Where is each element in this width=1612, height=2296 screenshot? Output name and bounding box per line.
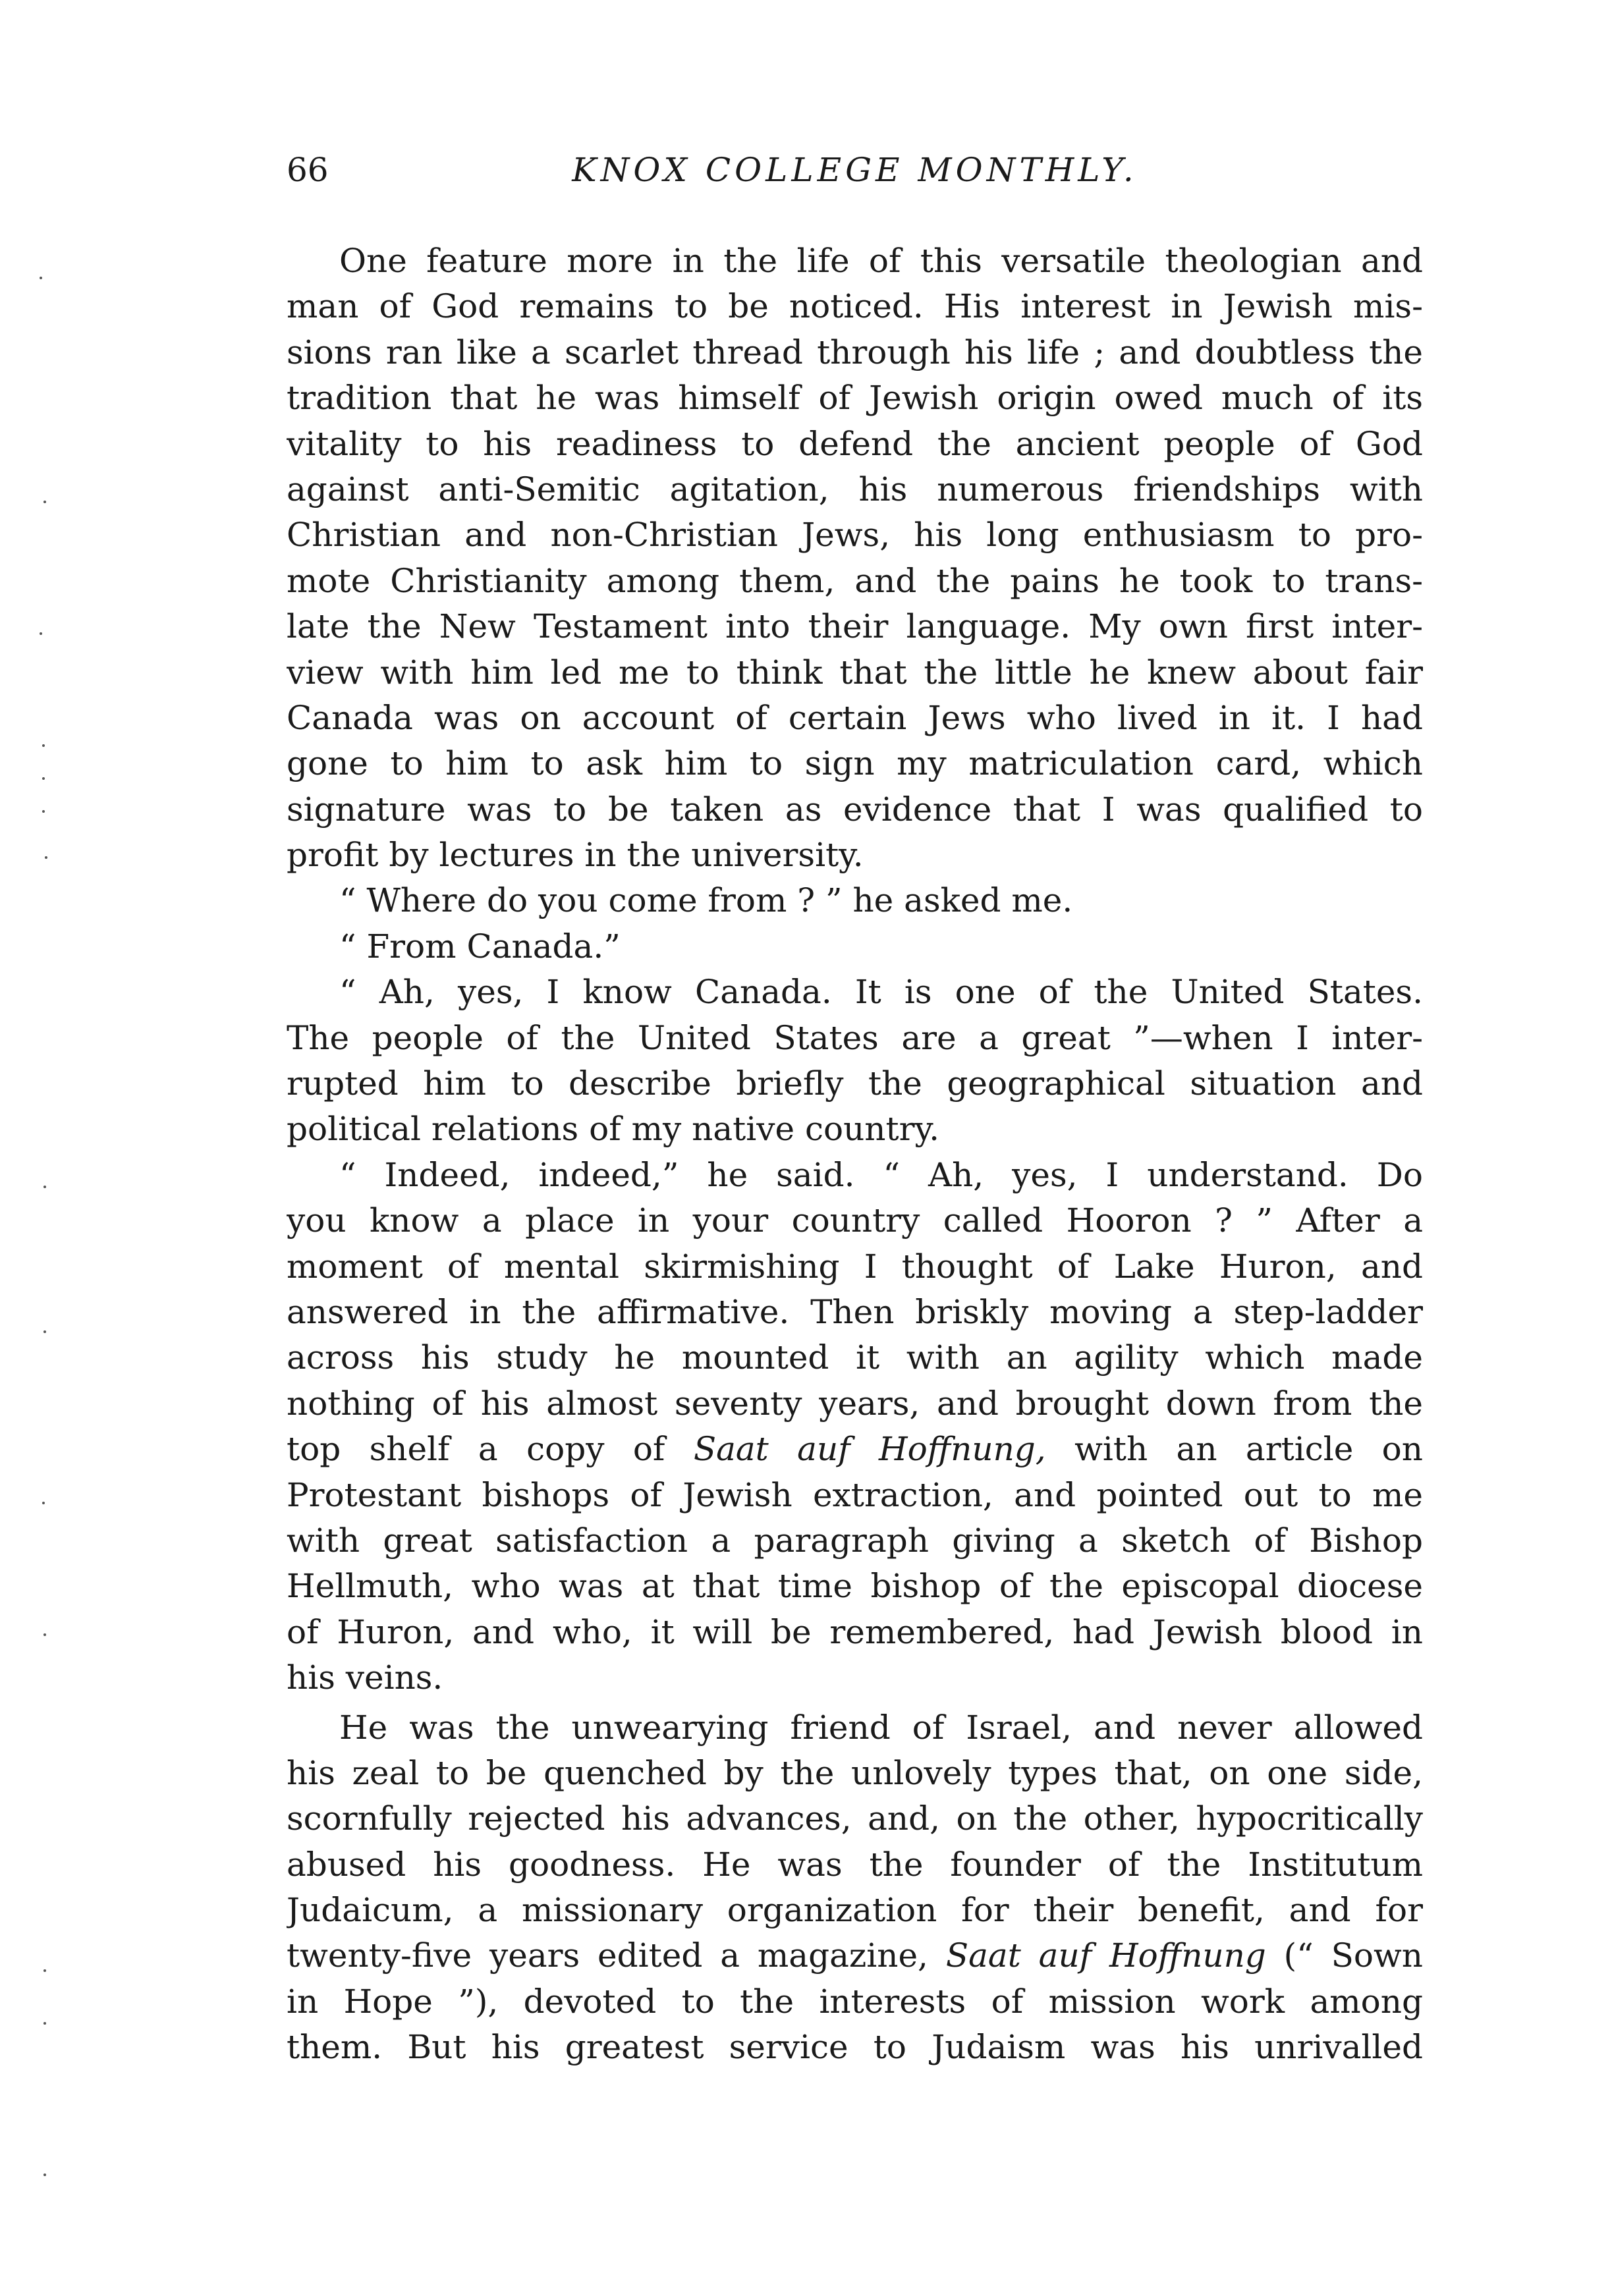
- text-line: Judaicum, a missionary organization for their benefit, and for: [287, 1891, 1423, 1930]
- page-number: 66: [287, 151, 329, 189]
- page-edge-specks: [40, 0, 59, 2296]
- text-line: profit by lectures in the university.: [287, 836, 864, 875]
- italic-title: Saat auf Hoffnung: [945, 1936, 1266, 1975]
- text-line: The people of the United States are a great ”—when I inter-: [287, 1018, 1423, 1057]
- text-line-segment: with an article on: [1045, 1430, 1423, 1469]
- text-line: nothing of his almost seventy years, and brought down from the: [287, 1384, 1423, 1423]
- text-line: his zeal to be quenched by the unlovely types that, on one side,: [287, 1753, 1423, 1792]
- text-line: of Huron, and who, it will be remembered, had Jewish blood in: [287, 1612, 1423, 1651]
- text-line: Canada was on account of certain Jews who lived in it. I had: [287, 698, 1423, 737]
- text-line: Protestant bishops of Jewish extraction, and pointed out to me: [287, 1475, 1423, 1514]
- text-line: against anti-Semitic agitation, his numerous friendships with: [287, 470, 1423, 508]
- running-title: KNOX COLLEGE MONTHLY.: [572, 151, 1138, 189]
- text-line: late the New Testament into their language. My own first inter-: [287, 607, 1423, 646]
- text-line: mote Christianity among them, and the pains he took to trans-: [287, 561, 1423, 600]
- text-line: scornfully rejected his advances, and, on the other, hypocritically: [287, 1799, 1423, 1838]
- text-line: political relations of my native country.: [287, 1110, 939, 1149]
- text-line: in Hope ”), devoted to the interests of mission work among: [287, 1982, 1423, 2021]
- text-line: One feature more in the life of this versatile theologian and: [339, 242, 1423, 280]
- text-line: Christian and non-Christian Jews, his long enthusiasm to pro-: [287, 516, 1423, 555]
- text-line: his veins.: [287, 1658, 443, 1697]
- text-line-segment: (“ Sown: [1265, 1936, 1423, 1975]
- italic-title: Saat auf Hoffnung,: [693, 1430, 1046, 1469]
- text-line: [287, 1933, 1423, 1979]
- text-line: vitality to his readiness to defend the ancient people of God: [287, 424, 1423, 463]
- text-line: abused his goodness. He was the founder of the Institutum: [287, 1845, 1423, 1884]
- text-line-segment: top shelf a copy of: [287, 1430, 694, 1469]
- text-line: answered in the affirmative. Then briskly moving a step-ladder: [287, 1292, 1423, 1331]
- text-line: tradition that he was himself of Jewish origin owed much of its: [287, 379, 1423, 418]
- text-line: “ Where do you come from ? ” he asked me.: [339, 881, 1073, 920]
- text-line: view with him led me to think that the little he knew about fair: [287, 653, 1423, 692]
- text-line: you know a place in your country called Hooron ? ” After a: [287, 1201, 1423, 1240]
- text-line: “ From Canada.”: [339, 927, 621, 966]
- text-line: He was the unwearying friend of Israel, and never allowed: [339, 1708, 1423, 1747]
- text-line: man of God remains to be noticed. His interest in Jewish mis-: [287, 287, 1423, 326]
- body-text: [287, 238, 1423, 2071]
- text-line: moment of mental skirmishing I thought of Lake Huron, and: [287, 1247, 1423, 1286]
- text-line: Hellmuth, who was at that time bishop of the episcopal diocese: [287, 1567, 1423, 1606]
- text-line: “ Indeed, indeed,” he said. “ Ah, yes, I understand. Do: [339, 1155, 1423, 1194]
- page-header: [287, 150, 1423, 203]
- text-line: across his study he mounted it with an agility which made: [287, 1338, 1423, 1377]
- text-line: with great satisfaction a paragraph giving a sketch of Bishop: [287, 1521, 1423, 1560]
- text-line: signature was to be taken as evidence that I was qualified to: [287, 790, 1423, 829]
- text-line: [287, 1427, 1423, 1472]
- text-line: sions ran like a scarlet thread through his life ; and doubtless the: [287, 333, 1423, 371]
- text-line: them. But his greatest service to Judaism was his unrivalled: [287, 2028, 1423, 2067]
- text-line: gone to him to ask him to sign my matriculation card, which: [287, 744, 1423, 783]
- text-line: “ Ah, yes, I know Canada. It is one of the United States.: [339, 973, 1423, 1012]
- text-line: rupted him to describe briefly the geographical situation and: [287, 1064, 1423, 1103]
- text-line-segment: twenty-five years edited a magazine,: [287, 1936, 946, 1975]
